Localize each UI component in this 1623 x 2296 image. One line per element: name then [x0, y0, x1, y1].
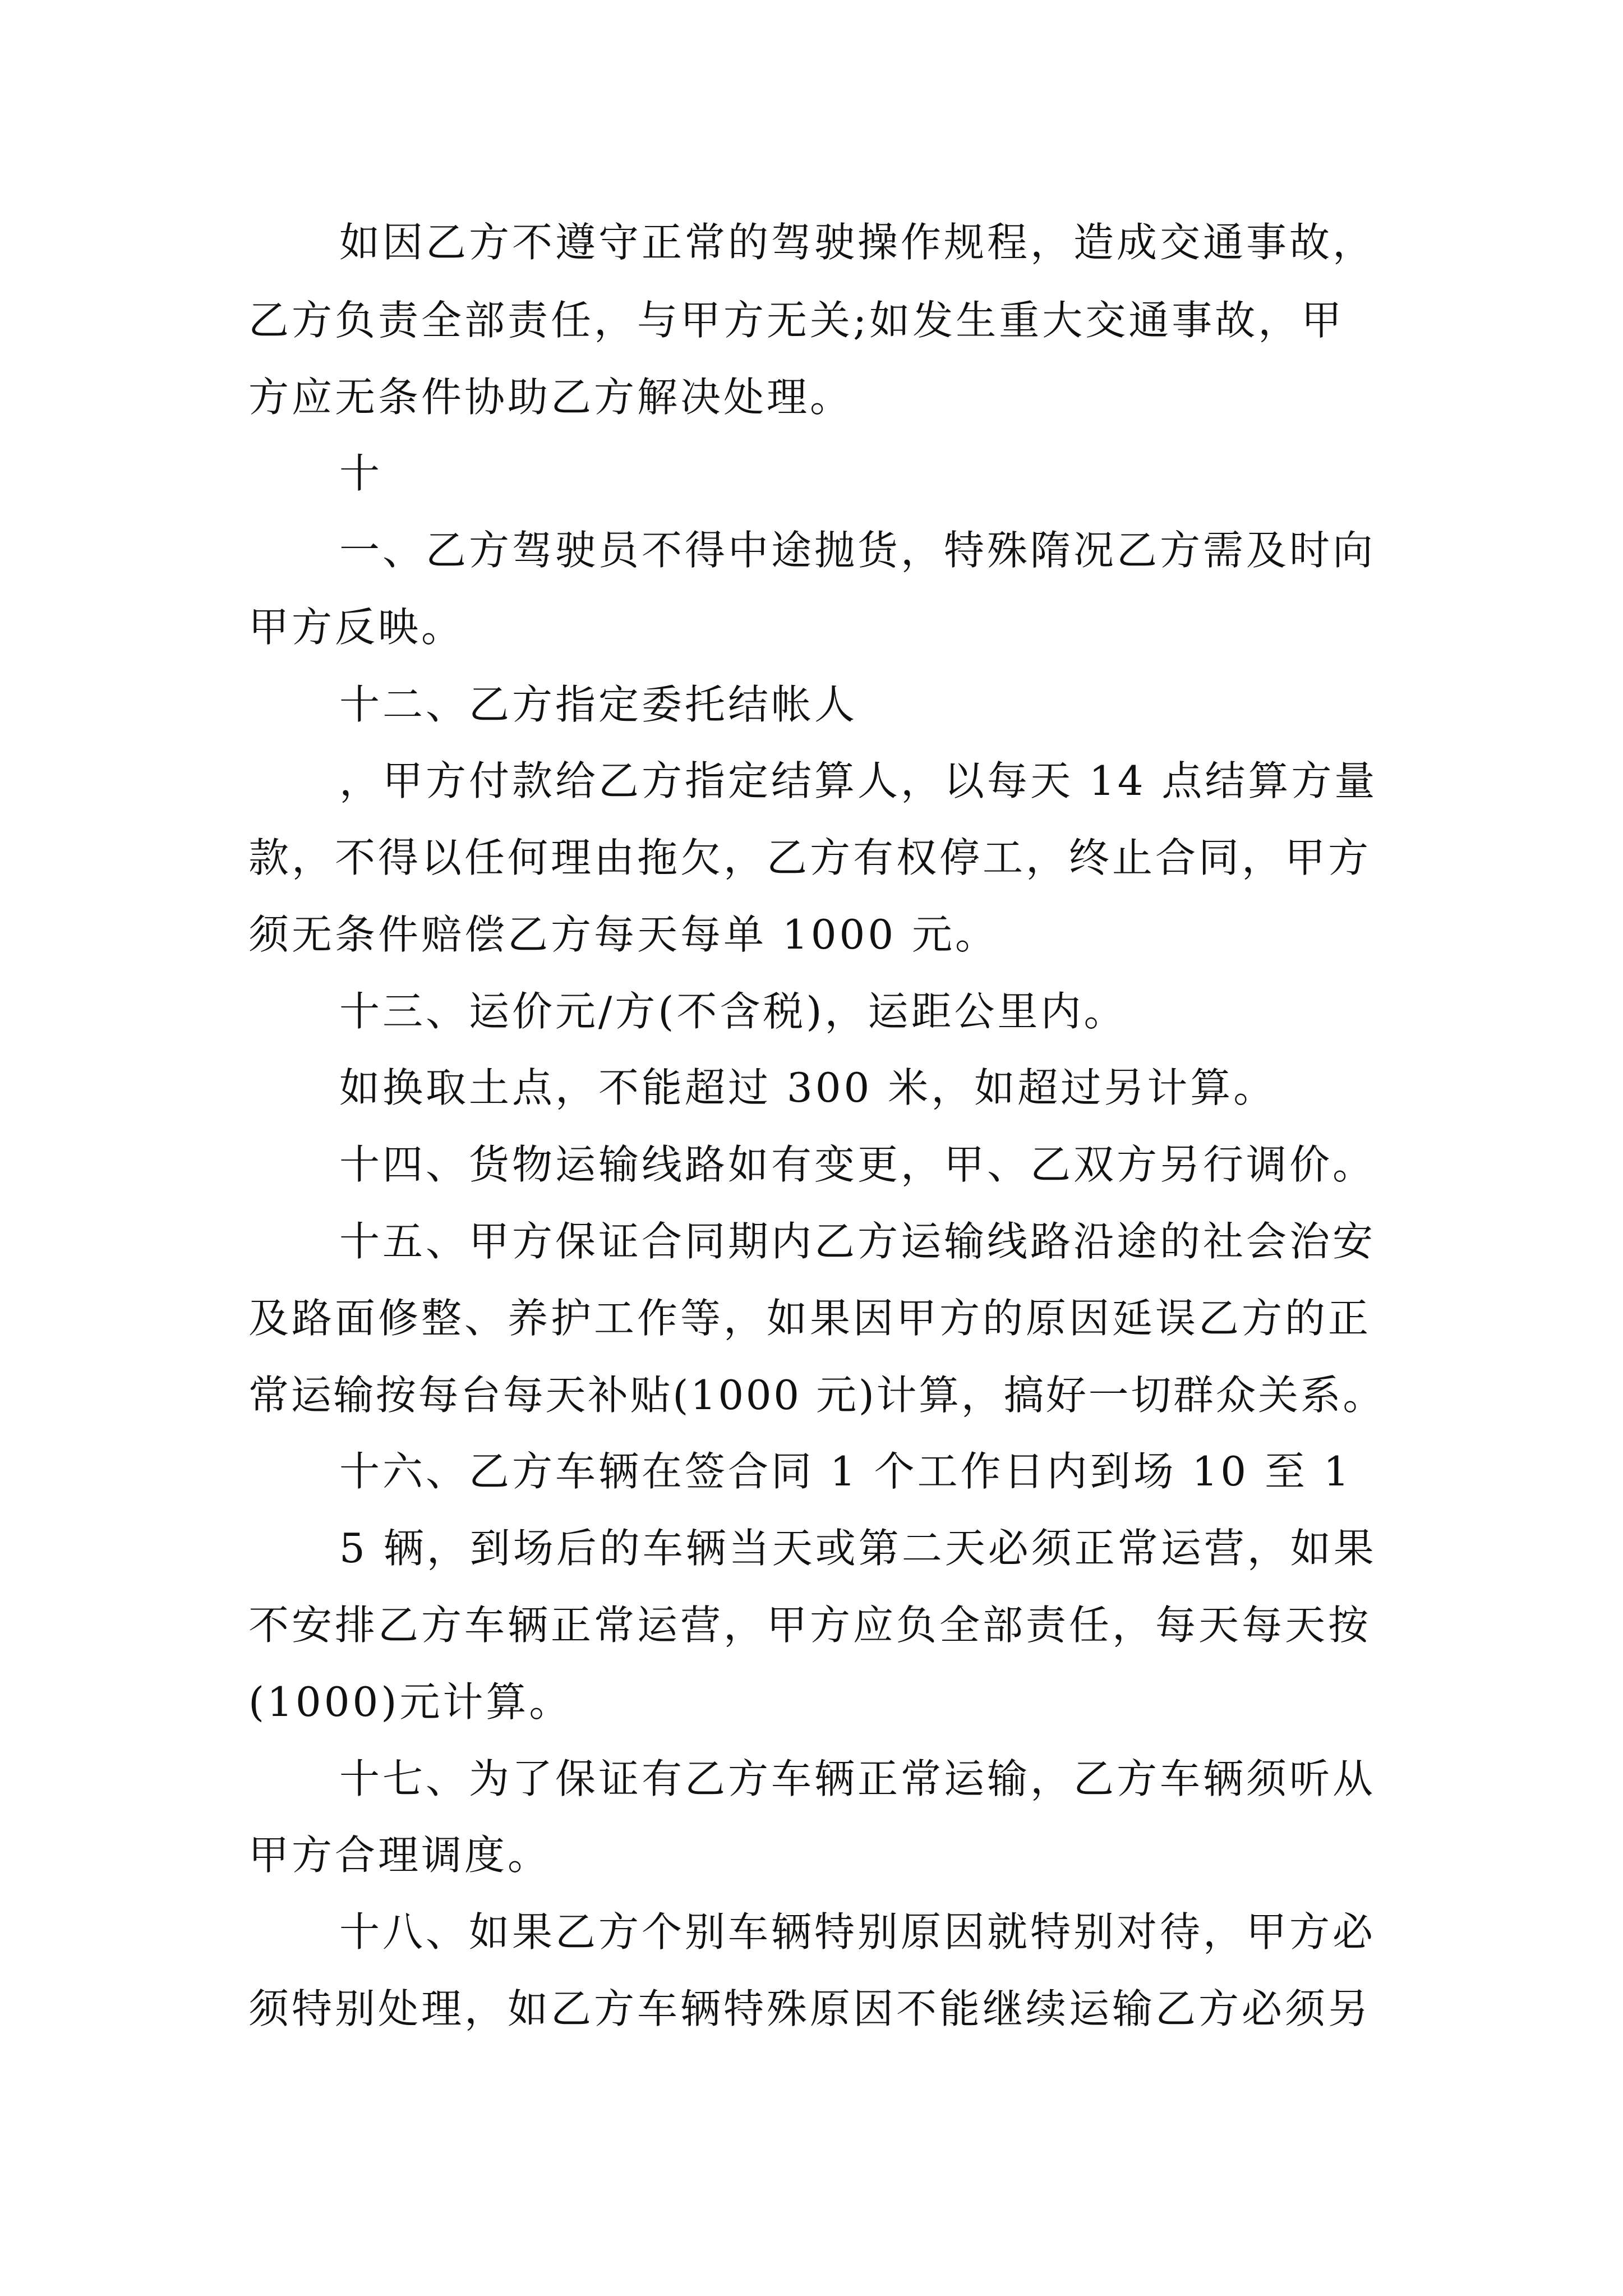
paragraph-line: 须特别处理，如乙方车辆特殊原因不能继续运输乙方必须另: [248, 1985, 1372, 2032]
paragraph-line: 乙方负责全部责任，与甲方无关;如发生重大交通事故，甲: [248, 297, 1345, 344]
paragraph-line: 及路面修整、养护工作等，如果因甲方的原因延误乙方的正: [248, 1295, 1372, 1342]
paragraph-line: 5 辆，到场后的车辆当天或第二天必须正常运营，如果: [339, 1525, 1377, 1572]
paragraph-line: 十三、运价元/方(不含税)，运距公里内。: [339, 988, 1127, 1035]
paragraph-line: 一、乙方驾驶员不得中途抛货，特殊隋况乙方需及时向: [339, 527, 1376, 574]
paragraph-line: 十七、为了保证有乙方车辆正常运输，乙方车辆须听从: [339, 1755, 1376, 1802]
paragraph-line: (1000)元计算。: [248, 1678, 573, 1726]
paragraph-line: 十五、甲方保证合同期内乙方运输线路沿途的社会治安: [339, 1218, 1376, 1265]
paragraph-line: 常运输按每台每天补贴(1000 元)计算，搞好一切群众关系。: [248, 1372, 1385, 1419]
paragraph-line: 款，不得以任何理由拖欠，乙方有权停工，终止合同，甲方: [248, 834, 1372, 881]
paragraph-line: 十六、乙方车辆在签合同 1 个工作日内到场 10 至 1: [339, 1448, 1352, 1495]
paragraph-line: 须无条件赔偿乙方每天每单 1000 元。: [248, 911, 999, 958]
paragraph-line: 如换取土点，不能超过 300 米，如超过另计算。: [339, 1064, 1277, 1111]
paragraph-line: 十八、如果乙方个别车辆特别原因就特别对待，甲方必: [339, 1908, 1376, 1955]
paragraph-line: ，甲方付款给乙方指定结算人，以每天 14 点结算方量: [339, 757, 1378, 804]
paragraph-line: 甲方合理调度。: [248, 1832, 551, 1879]
paragraph-line: 十: [339, 450, 383, 497]
paragraph-line: 方应无条件协助乙方解决处理。: [248, 374, 854, 421]
paragraph-line: 甲方反映。: [248, 604, 465, 651]
paragraph-line: 十二、乙方指定委托结帐人: [339, 681, 858, 728]
paragraph-line: 十四、货物运输线路如有变更，甲、乙双方另行调价。: [339, 1141, 1376, 1188]
paragraph-line: 不安排乙方车辆正常运营，甲方应负全部责任，每天每天按: [248, 1602, 1372, 1649]
paragraph-line: 如因乙方不遵守正常的驾驶操作规程，造成交通事故，: [339, 219, 1376, 266]
